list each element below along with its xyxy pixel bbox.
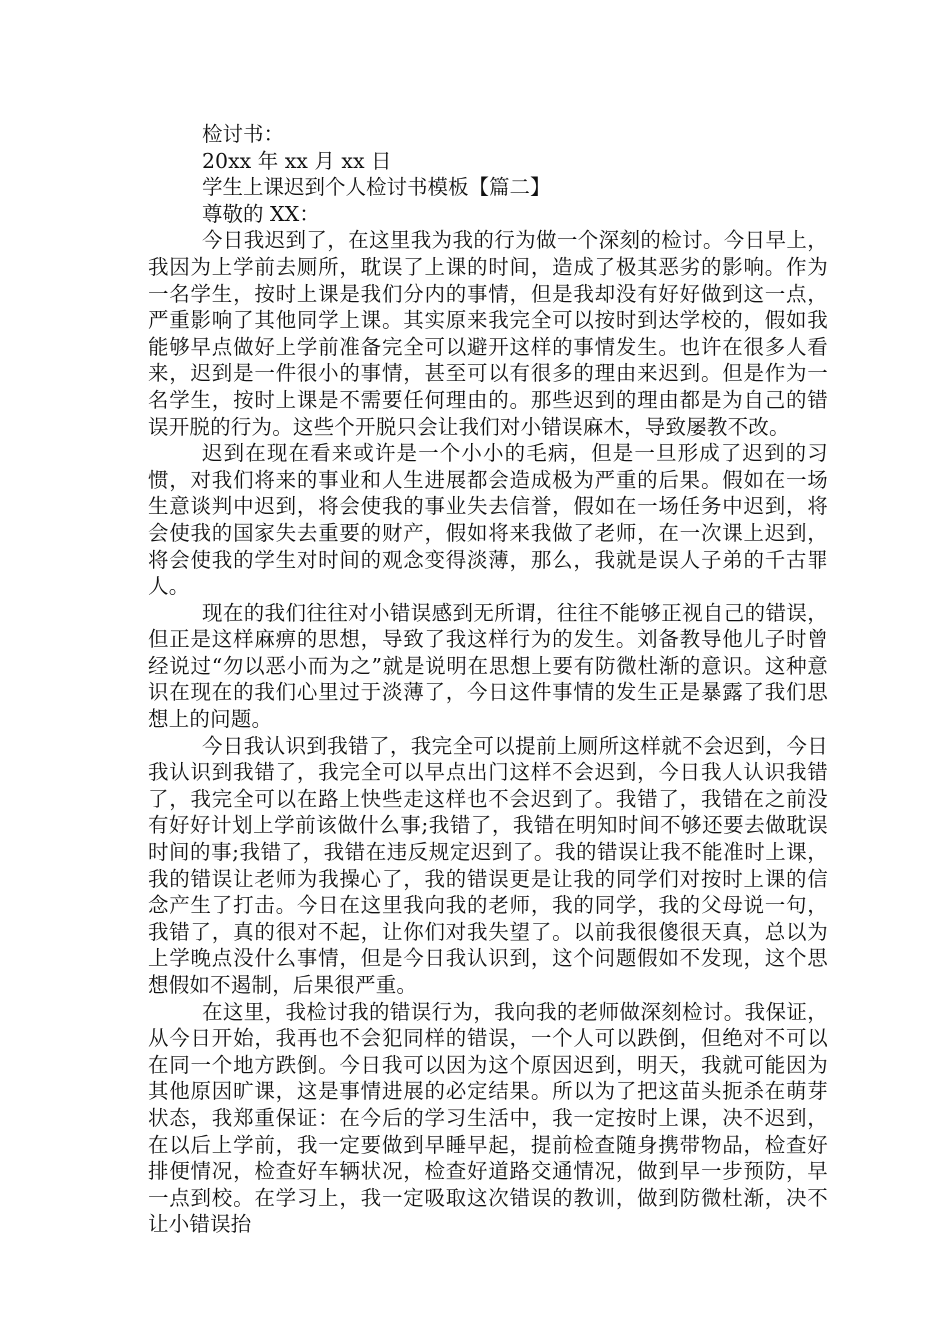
document-body <box>148 121 828 1238</box>
paragraph: 迟到在现在看来或许是一个小小的毛病，但是一旦形成了迟到的习惯，对我们将来的事业和人生进展都会造成极为严重的后果。假如在一场生意谈判中迟到，将会使我的事业失去信誉，假如在一场任务中迟到，将会使我的国家失去重要的财产，假如将来我做了老师，在一次课上迟到，将会使我的学生对时间的观念变得淡薄，那么，我就是误人子弟的千古罪人。 <box>148 441 828 599</box>
paragraph: 在这里，我检讨我的错误行为，我向我的老师做深刻检讨。我保证，从今日开始，我再也不会犯同样的错误，一个人可以跌倒，但绝对不可以在同一个地方跌倒。今日我可以因为这个原因迟到，明天，我就可能因为其他原因旷课，这是事情进展的必定结果。所以为了把这苗头扼杀在萌芽状态，我郑重保证：在今后的学习生活中，我一定按时上课，决不迟到，在以后上学前，我一定要做到早睡早起，提前检查随身携带物品，检查好排便情况，检查好车辆状况，检查好道路交通情况，做到早一步预防，早一点到校。在学习上，我一定吸取这次错误的教训，做到防微杜渐，决不让小错误抬 <box>148 999 828 1237</box>
paragraph: 现在的我们往往对小错误感到无所谓，往往不能够正视自己的错误，但正是这样麻痹的思想，导致了我这样行为的发生。刘备教导他儿子时曾经说过“勿以恶小而为之”就是说明在思想上要有防微杜渐的意识。这种意识在现在的我们心里过于淡薄了，今日这件事情的发生正是暴露了我们思想上的问题。 <box>148 600 828 732</box>
header-line-title: 检讨书： <box>202 122 284 146</box>
paragraph: 今日我认识到我错了，我完全可以提前上厕所这样就不会迟到，今日我认识到我错了，我完全可以早点出门这样不会迟到，今日我人认识我错了，我完全可以在路上快些走这样也不会迟到了。我错了，我错在之前没有好好计划上学前该做什么事;我错了，我错在明知时间不够还要去做耽误时间的事;我错了，我错在违反规定迟到了。我的错误让我不能准时上课，我的错误让老师为我操心了，我的错误更是让我的同学们对按时上课的信念产生了打击。今日在这里我向我的老师，我的同学，我的父母说一句，我错了，真的很对不起，让你们对我失望了。以前我很傻很天真，总以为上学晚点没什么事情，但是今日我认识到，这个问题假如不发现，这个思想假如不遏制，后果很严重。 <box>148 733 828 997</box>
paragraph: 今日我迟到了，在这里我为我的行为做一个深刻的检讨。今日早上，我因为上学前去厕所，耽误了上课的时间，造成了极其恶劣的影响。作为一名学生，按时上课是我们分内的事情，但是我却没有好好做到这一点，严重影响了其他同学上课。其实原来我完全可以按时到达学校的，假如我能够早点做好上学前准备完全可以避开这样的事情发生。也许在很多人看来，迟到是一件很小的事情，甚至可以有很多的理由来迟到。但是作为一名学生，按时上课是不需要任何理由的。那些迟到的理由都是为自己的错误开脱的行为。这些个开脱只会让我们对小错误麻木，导致屡教不改。 <box>148 228 828 439</box>
header-line-date: 20xx 年 xx 月 xx 日 <box>202 148 392 173</box>
header-line-subtitle: 学生上课迟到个人检讨书模板【篇二】 <box>202 175 551 200</box>
header-line-salutation: 尊敬的 XX： <box>202 201 320 226</box>
